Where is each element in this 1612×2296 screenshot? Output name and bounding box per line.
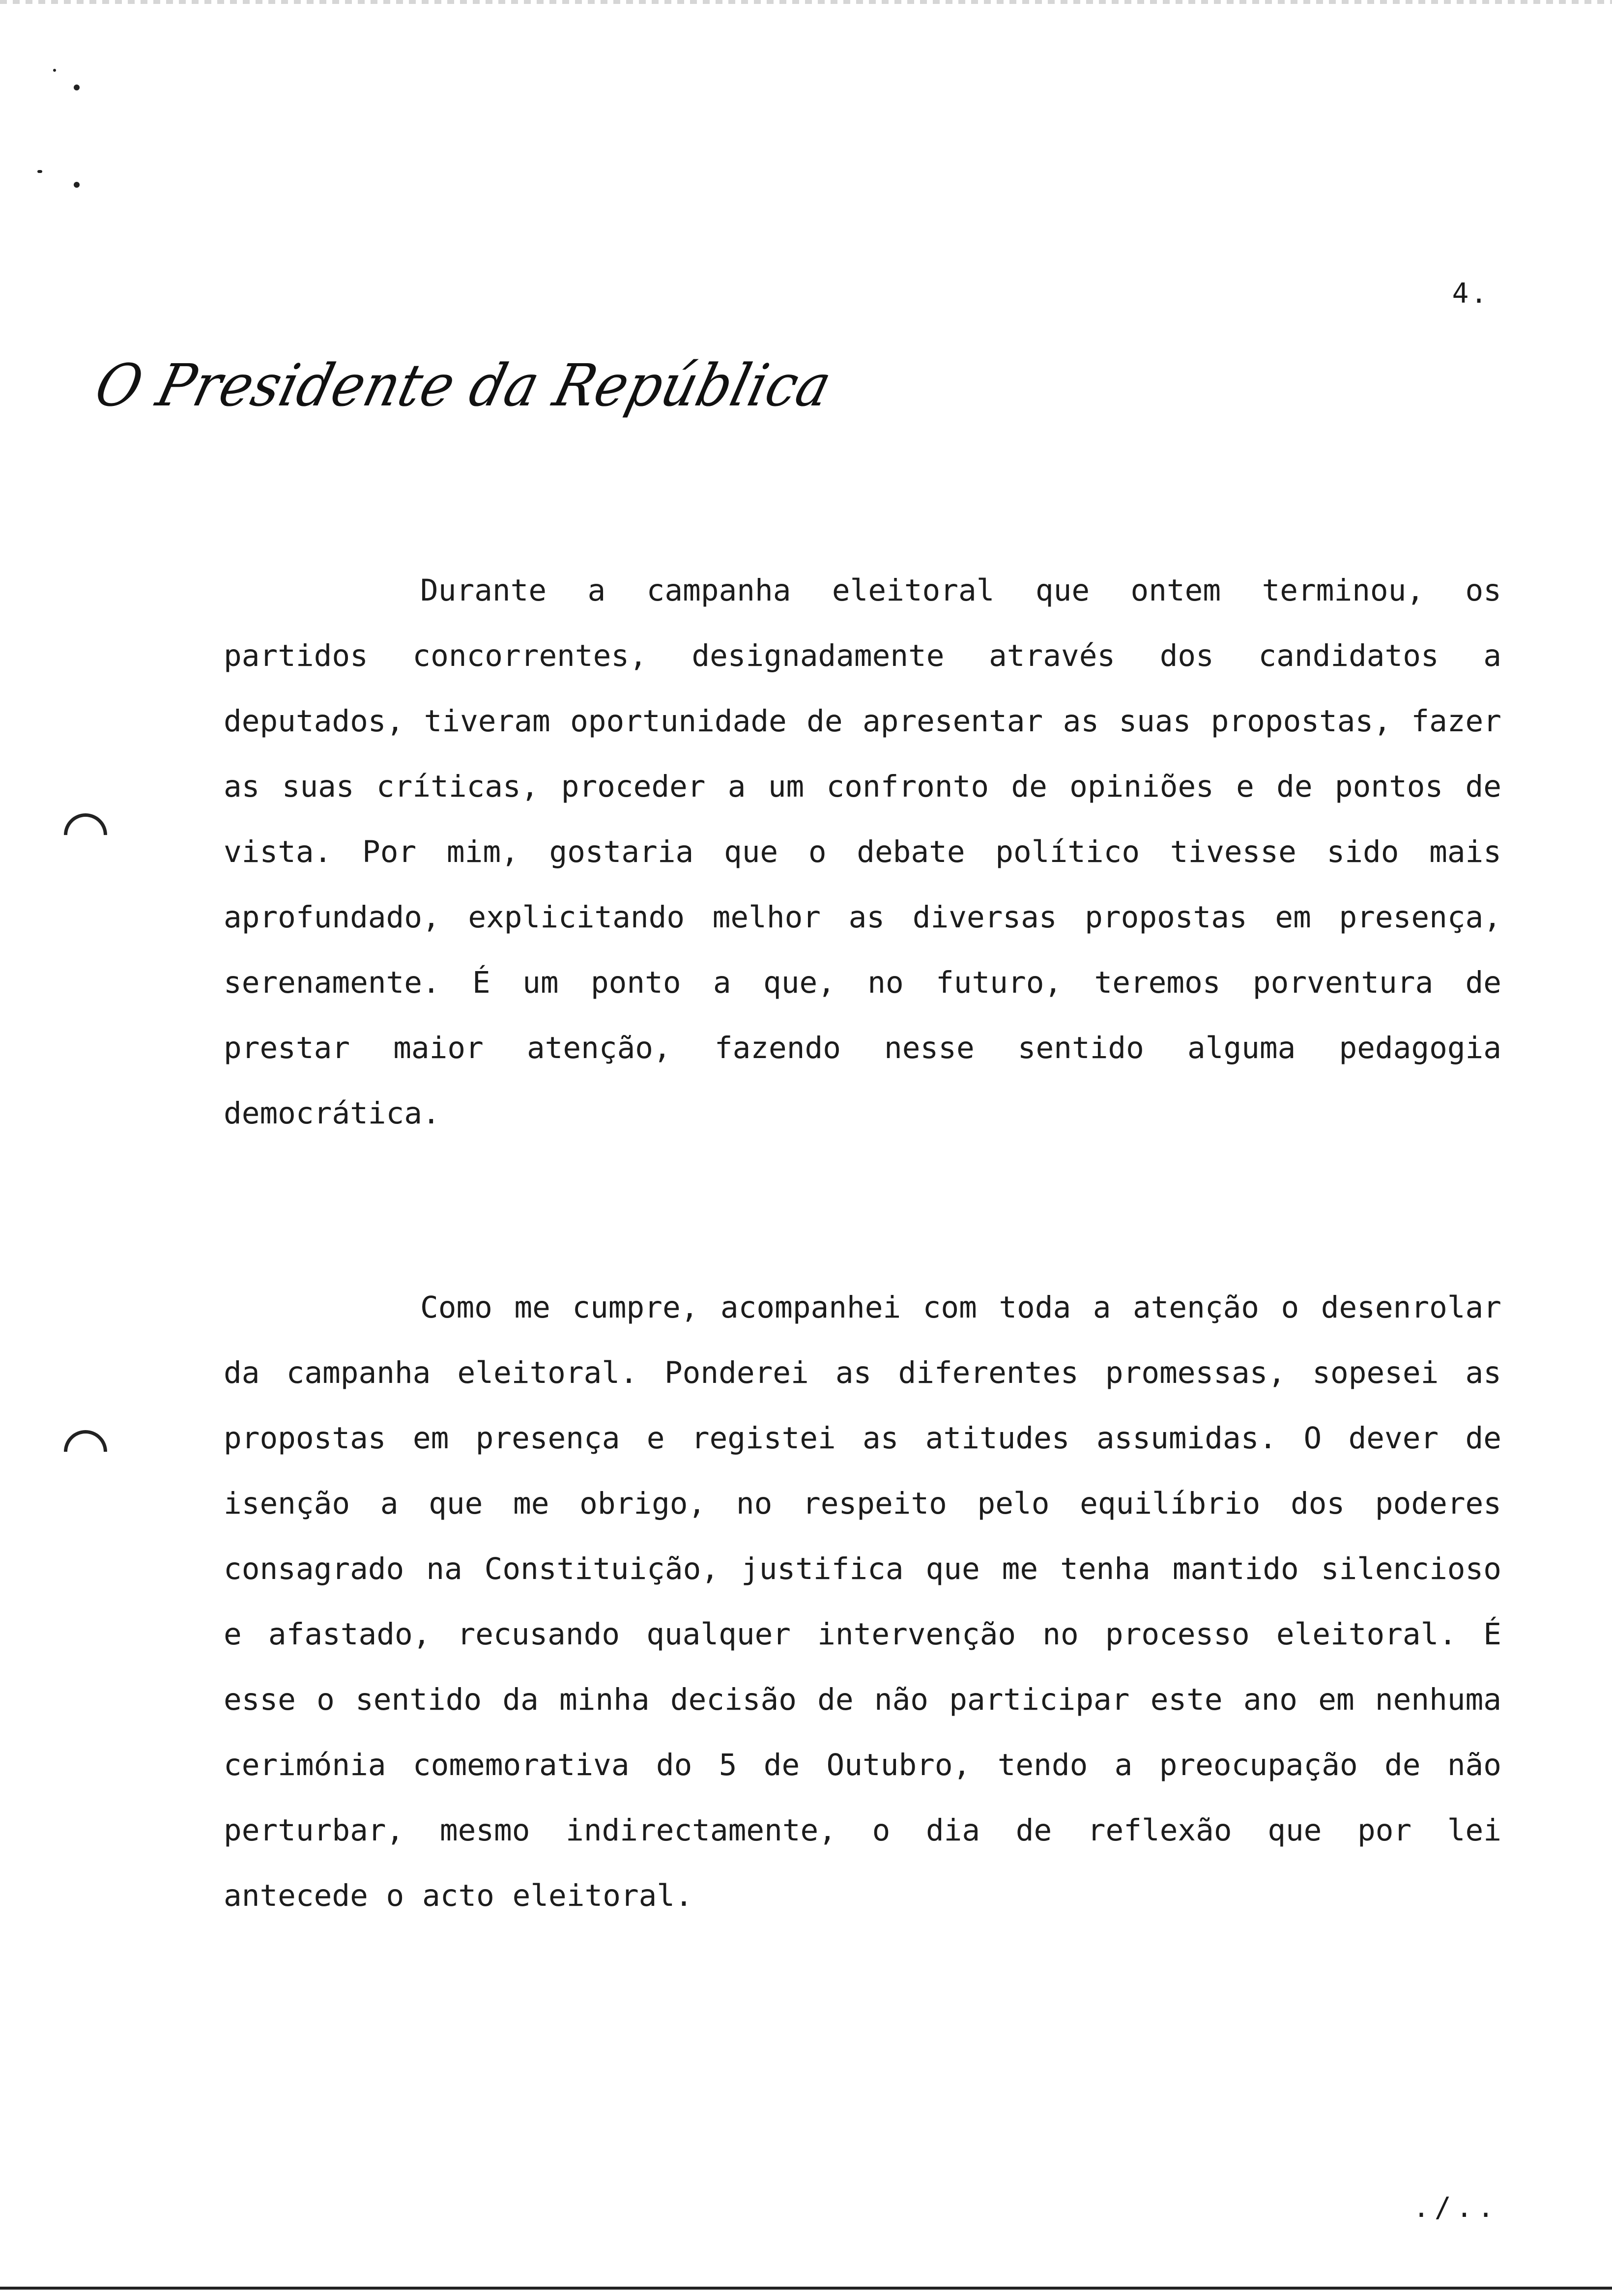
scan-top-edge [0, 0, 1612, 4]
page-number: 4. [1452, 278, 1489, 310]
scan-speck [74, 85, 80, 90]
scan-speck [37, 170, 42, 173]
scan-speck [53, 69, 56, 72]
punch-hole-icon [55, 804, 116, 865]
letterhead: O Presidente da República [88, 351, 838, 419]
scan-bottom-edge [0, 2285, 1612, 2296]
scan-speck [74, 182, 80, 188]
body-paragraph: Como me cumpre, acompanhei com toda a atenção o desenrolar da campanha eleitoral. Ponderei as diferentes promessas, sopesei as propostas em presença e registei as atitudes assumidas. O dever de isenção a que me obrigo, no respeito pelo equilíbrio dos poderes consagrado na Constituição, justifica que me tenha mantido silencioso e afastado, recusando qualquer intervenção no processo eleitoral. É esse o sentido da minha decisão de não participar este ano em nenhuma cerimónia comemorativa do 5 de Outubro, tendo a preocupação de não perturbar, mesmo indirectamente, o dia de reflexão que por lei antecede o acto eleitoral. [224, 1290, 1501, 1913]
body-paragraph: Durante a campanha eleitoral que ontem terminou, os partidos concorrentes, designadamente através dos candidatos a deputados, tiveram oportunidade de apresentar as suas propostas, fazer as suas críticas, proceder a um confronto de opiniões e de pontos de vista. Por mim, gostaria que o debate político tivesse sido mais aprofundado, explicitando melhor as diversas propostas em presença, serenamente. É um ponto a que, no futuro, teremos porventura de prestar maior atenção, fazendo nesse sentido alguma pedagogia democrática. [224, 573, 1501, 1131]
punch-hole-icon [55, 1421, 116, 1482]
continuation-mark: ./.. [1413, 2192, 1499, 2224]
